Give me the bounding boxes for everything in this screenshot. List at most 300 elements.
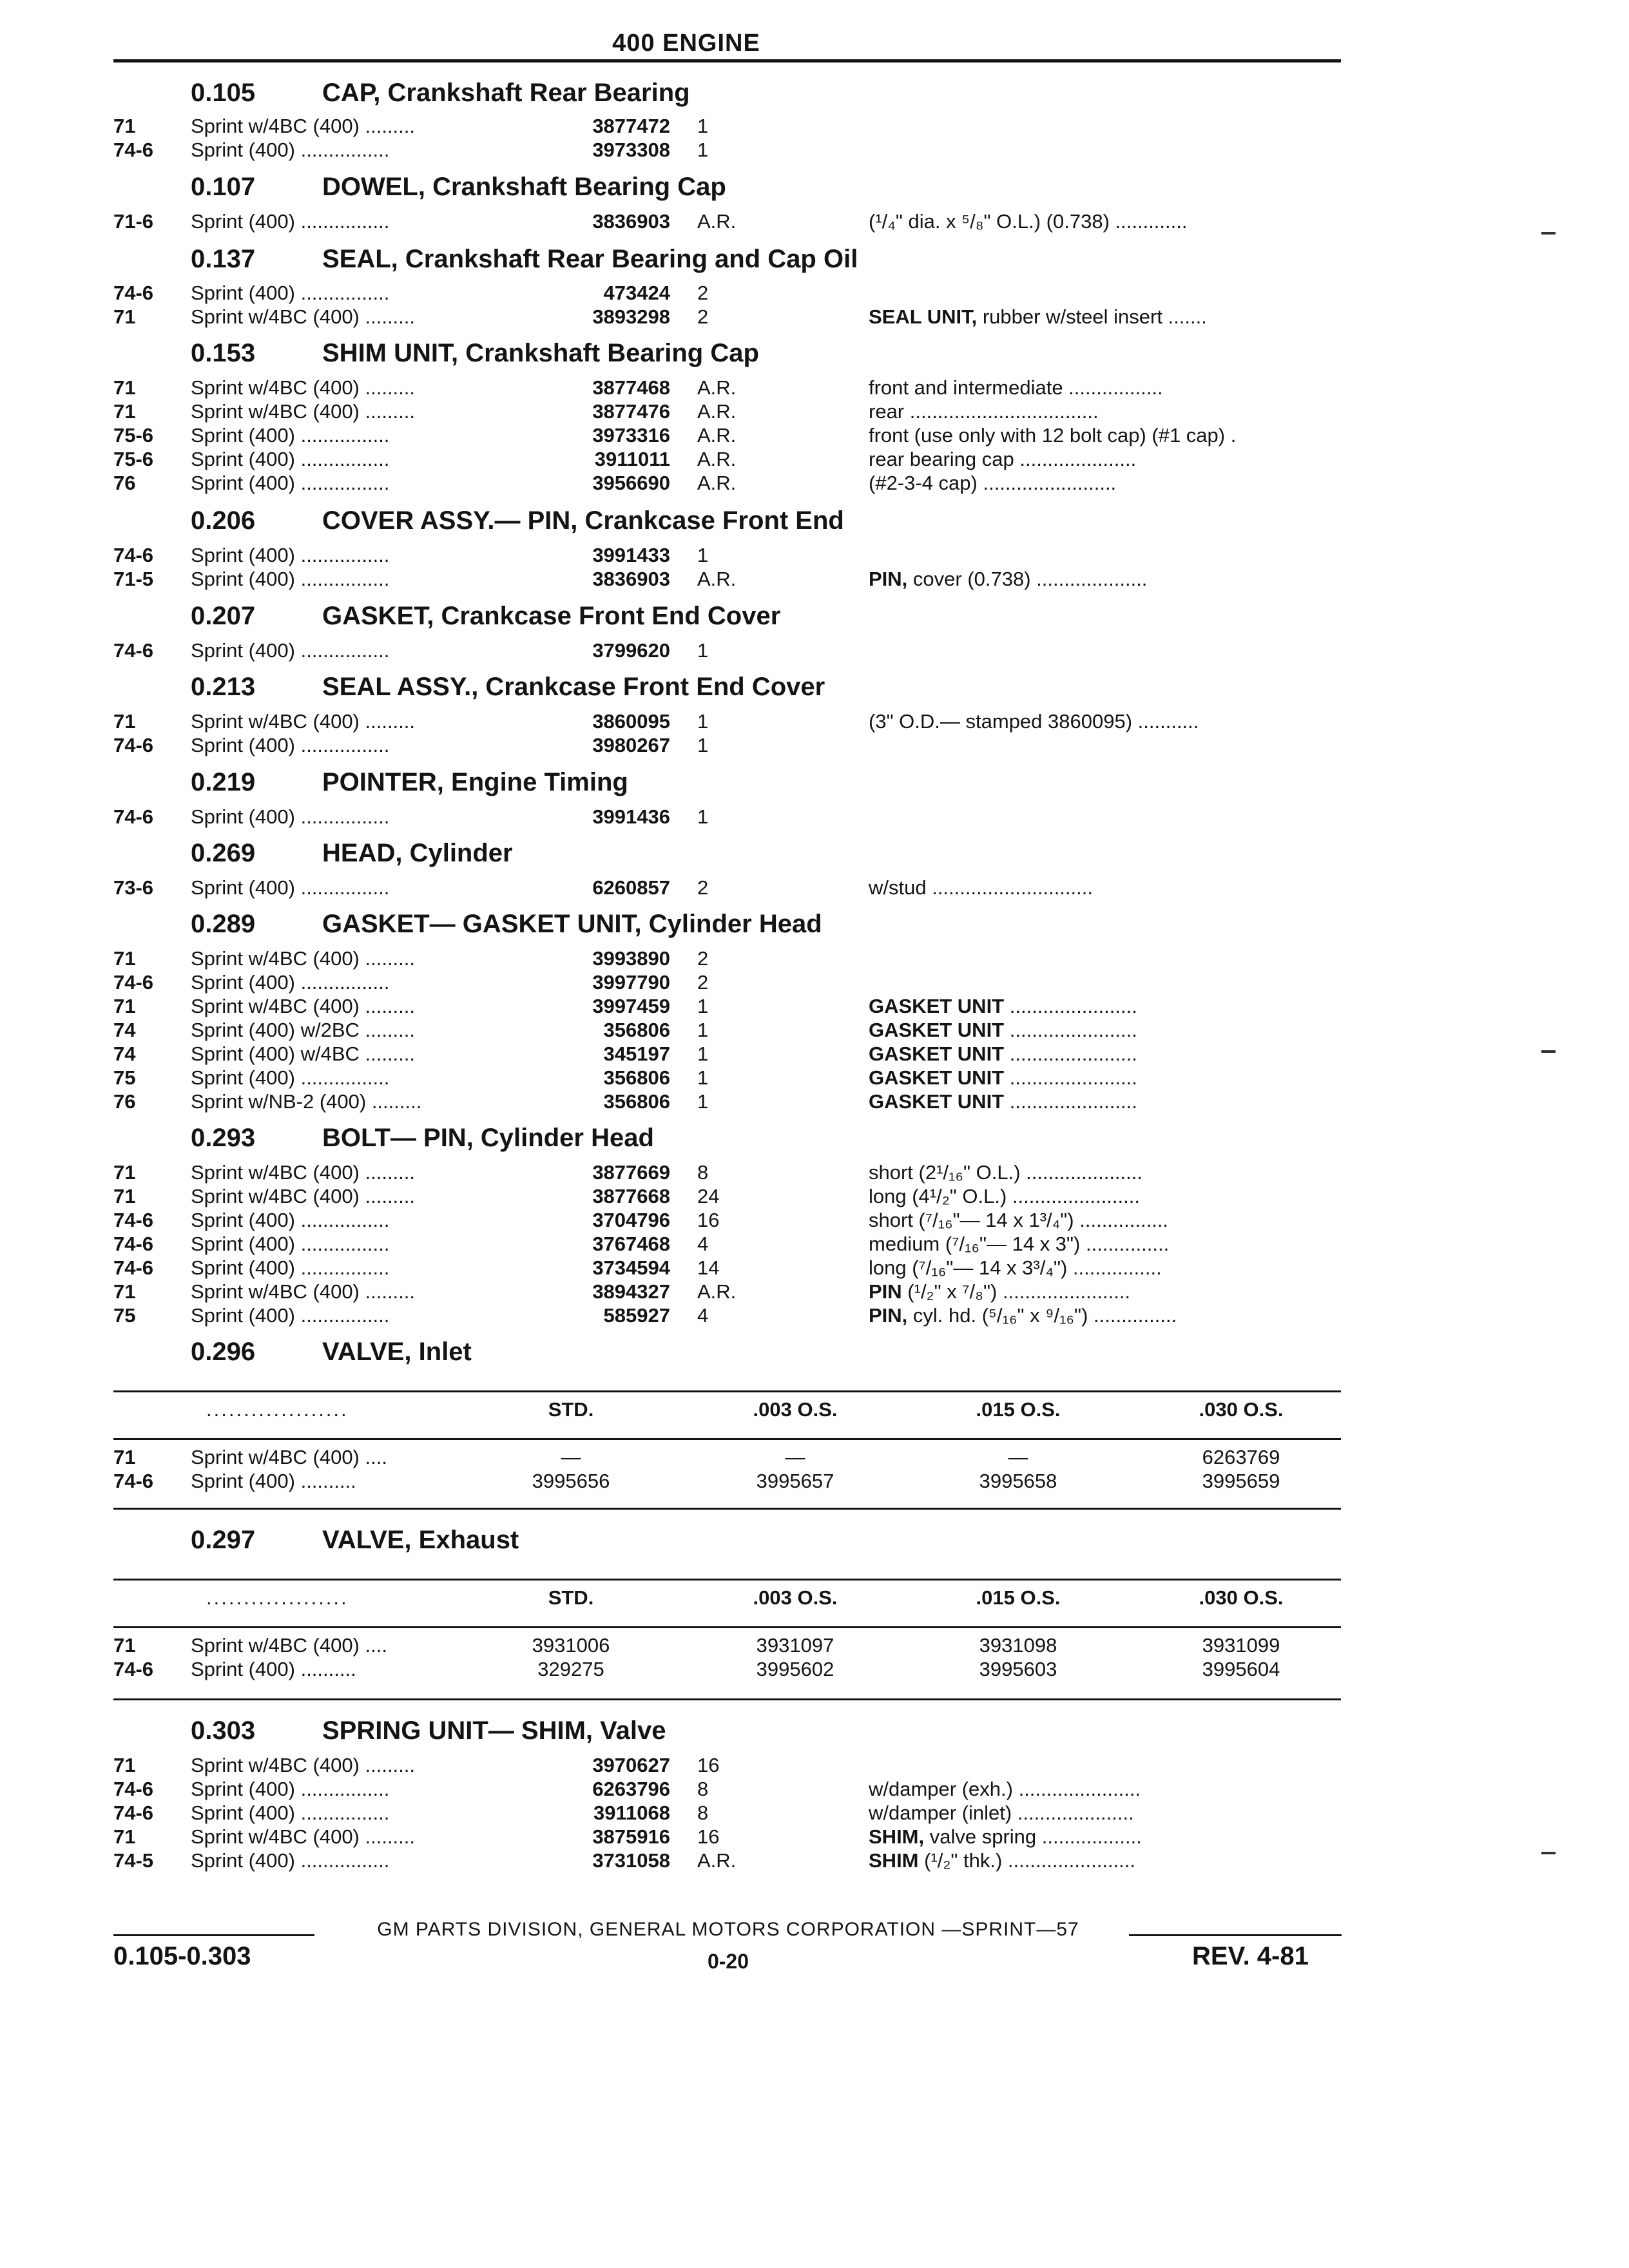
note-text: ....................... (1004, 1090, 1137, 1113)
note-keyword: GASKET UNIT (869, 995, 1005, 1017)
column-header: .030 O.S. (1199, 1398, 1284, 1421)
quantity: A.R. (697, 424, 737, 447)
application: Sprint w/4BC (400) ......... (191, 947, 416, 970)
note-keyword: GASKET UNIT (869, 1043, 1005, 1065)
note-text: (¹/₄" dia. x ⁵/₈" O.L.) (0.738) ............. (869, 210, 1188, 233)
part-row (0, 1019, 1629, 1043)
note (869, 1825, 1339, 1849)
note: rear .................................. (869, 400, 1099, 423)
section-title: VALVE, Inlet (322, 1338, 472, 1366)
note-text: cover (0.738) .................... (907, 568, 1148, 590)
part-number: 356806 (603, 1090, 670, 1113)
margin-mark (1541, 1852, 1556, 1854)
year: 76 (113, 472, 136, 494)
section-heading (191, 1124, 654, 1153)
footer-division: GM PARTS DIVISION, GENERAL MOTORS CORPORATION —SPRINT—57 (377, 1919, 1079, 1940)
section-heading (191, 768, 628, 797)
part-row (0, 710, 1629, 734)
section-number: 0.206 (191, 506, 256, 535)
part-number: 3973308 (592, 139, 670, 161)
note-keyword: SHIM, (869, 1825, 925, 1848)
application: Sprint (400) ................ (191, 805, 390, 828)
application: Sprint (400) ................ (191, 971, 390, 994)
year: 71 (113, 1634, 136, 1657)
application: Sprint (400) ................ (191, 282, 390, 304)
table-rule (113, 1438, 1341, 1440)
part-row (0, 115, 1629, 139)
year: 71 (113, 400, 136, 423)
cell: — (561, 1446, 581, 1468)
part-row (0, 805, 1629, 829)
quantity: 1 (697, 710, 709, 733)
section-title: SPRING UNIT— SHIM, Valve (322, 1716, 666, 1745)
quantity: 1 (697, 115, 709, 137)
note (869, 1304, 1339, 1327)
cell: 3931099 (1202, 1634, 1280, 1657)
header-leader: ................... (206, 1398, 349, 1421)
table-header (0, 1398, 1629, 1424)
year: 71 (113, 305, 136, 328)
year: 71 (113, 1161, 136, 1184)
year: 71 (113, 1446, 136, 1468)
header-rule (113, 59, 1341, 62)
note: long (4¹/₂" O.L.) ....................... (869, 1185, 1140, 1207)
application: Sprint w/4BC (400) ......... (191, 1161, 416, 1184)
note: (3" O.D.— stamped 3860095) ........... (869, 710, 1199, 733)
part-number: 3911011 (594, 448, 670, 470)
cell: 3995603 (979, 1658, 1057, 1680)
quantity: 16 (697, 1209, 720, 1231)
note: (#2-3-4 cap) ........................ (869, 472, 1117, 494)
table-row (0, 1446, 1629, 1470)
part-number: 3860095 (592, 710, 670, 733)
note: w/stud ............................. (869, 876, 1093, 899)
part-row (0, 1209, 1629, 1233)
quantity: 1 (697, 995, 709, 1017)
section-heading (191, 1716, 666, 1745)
note-text: ....................... (1004, 1019, 1137, 1041)
quantity: A.R. (697, 568, 737, 590)
year: 71 (113, 1185, 136, 1207)
application: Sprint (400) ................ (191, 876, 390, 899)
section-number: 0.207 (191, 602, 256, 630)
section-number: 0.213 (191, 673, 256, 701)
application: Sprint (400) ................ (191, 544, 390, 566)
quantity: A.R. (697, 400, 737, 423)
section-number: 0.269 (191, 839, 256, 867)
section-number: 0.107 (191, 173, 256, 201)
application: Sprint w/4BC (400) .... (191, 1446, 387, 1468)
year: 74 (113, 1019, 136, 1041)
note: short (⁷/₁₆"— 14 x 1³/₄") ................ (869, 1209, 1169, 1231)
part-row (0, 1849, 1629, 1873)
section-heading (191, 910, 822, 939)
section-number: 0.219 (191, 768, 256, 796)
year: 74-6 (113, 1209, 154, 1231)
year: 71 (113, 710, 136, 733)
part-row (0, 376, 1629, 400)
section-heading (191, 245, 858, 274)
note: w/damper (inlet) ..................... (869, 1802, 1134, 1824)
application: Sprint (400) ................ (191, 1802, 390, 1824)
note-keyword: GASKET UNIT (869, 1090, 1005, 1113)
part-row (0, 639, 1629, 663)
cell: — (785, 1446, 805, 1468)
cell: 3931097 (756, 1634, 834, 1657)
part-number: 3877668 (592, 1185, 670, 1207)
section-heading (191, 79, 690, 108)
year: 74-6 (113, 1233, 154, 1255)
part-number: 3734594 (592, 1256, 670, 1279)
part-row (0, 424, 1629, 448)
section-title: DOWEL, Crankshaft Bearing Cap (322, 173, 726, 201)
note-keyword: PIN (869, 1280, 902, 1303)
note: rear bearing cap ..................... (869, 448, 1137, 470)
note: front (use only with 12 bolt cap) (#1 cap) . (869, 424, 1237, 447)
part-row (0, 400, 1629, 424)
note-keyword: SHIM (869, 1849, 919, 1872)
part-row (0, 1304, 1629, 1328)
table-rule (113, 1626, 1341, 1628)
application: Sprint w/4BC (400) .... (191, 1634, 387, 1657)
year: 74-6 (113, 1470, 154, 1492)
part-number: 3997459 (592, 995, 670, 1017)
note-keyword: PIN, (869, 1304, 908, 1327)
application: Sprint (400) ................ (191, 1849, 390, 1872)
note: short (2¹/₁₆" O.L.) ..................... (869, 1161, 1142, 1184)
section-heading (191, 602, 780, 631)
part-row (0, 1825, 1629, 1849)
year: 73-6 (113, 876, 154, 899)
quantity: 1 (697, 1043, 709, 1065)
quantity: 1 (697, 734, 709, 756)
application: Sprint w/4BC (400) ......... (191, 1754, 416, 1776)
table-rule (113, 1698, 1341, 1700)
table-row (0, 1658, 1629, 1682)
application: Sprint w/4BC (400) ......... (191, 1185, 416, 1207)
section-number: 0.297 (191, 1526, 256, 1554)
quantity: A.R. (697, 210, 737, 233)
year: 71-6 (113, 210, 154, 233)
column-header: STD. (548, 1398, 594, 1421)
note (869, 305, 1339, 329)
quantity: A.R. (697, 1280, 737, 1303)
application: Sprint (400) .......... (191, 1470, 356, 1492)
note-text: ....................... (1004, 1043, 1137, 1065)
part-row (0, 544, 1629, 568)
cell: 3995659 (1202, 1470, 1280, 1492)
part-number: 3973316 (592, 424, 670, 447)
application: Sprint (400) ................ (191, 210, 390, 233)
part-row (0, 1090, 1629, 1114)
section-title: SEAL, Crankshaft Rear Bearing and Cap Oil (322, 245, 858, 273)
quantity: 8 (697, 1161, 709, 1184)
quantity: 4 (697, 1304, 709, 1327)
quantity: 14 (697, 1256, 720, 1279)
note-keyword: PIN, (869, 568, 908, 590)
cell: — (1008, 1446, 1028, 1468)
note-text: (¹/₂" x ⁷/₈") ....................... (901, 1280, 1131, 1303)
note (869, 1849, 1339, 1872)
part-number: 3877472 (592, 115, 670, 137)
section-heading (191, 839, 513, 868)
part-number: 585927 (603, 1304, 670, 1327)
application: Sprint (400) ................ (191, 139, 390, 161)
note-text: valve spring .................. (924, 1825, 1142, 1848)
application: Sprint (400) ................ (191, 734, 390, 756)
footer-page-number: 0-20 (707, 1950, 749, 1973)
note: medium (⁷/₁₆"— 14 x 3") ............... (869, 1233, 1170, 1255)
part-number: 6260857 (592, 876, 670, 899)
note-keyword: SEAL UNIT, (869, 305, 978, 328)
application: Sprint w/4BC (400) ......... (191, 115, 416, 137)
application: Sprint w/4BC (400) ......... (191, 995, 416, 1017)
part-row (0, 876, 1629, 900)
application: Sprint (400) w/2BC ......... (191, 1019, 416, 1041)
part-number: 3893298 (592, 305, 670, 328)
part-number: 3799620 (592, 639, 670, 662)
note (869, 995, 1339, 1018)
application: Sprint w/4BC (400) ......... (191, 305, 416, 328)
application: Sprint (400) w/4BC ......... (191, 1043, 416, 1065)
quantity: 1 (697, 805, 709, 828)
application: Sprint (400) ................ (191, 448, 390, 470)
part-number: 3836903 (592, 568, 670, 590)
cell: 3931006 (532, 1634, 610, 1657)
part-number: 473424 (603, 282, 670, 304)
section-heading (191, 339, 759, 368)
part-row (0, 282, 1629, 305)
part-row (0, 448, 1629, 472)
application: Sprint (400) ................ (191, 639, 390, 662)
section-number: 0.137 (191, 245, 256, 273)
part-number: 3731058 (592, 1849, 670, 1872)
note-text: cyl. hd. (⁵/₁₆" x ⁹/₁₆") ............... (907, 1304, 1177, 1327)
page-title: 400 ENGINE (612, 30, 760, 57)
part-number: 3836903 (592, 210, 670, 233)
part-number: 6263796 (592, 1778, 670, 1800)
cell: 3995658 (979, 1470, 1057, 1492)
quantity: 1 (697, 1019, 709, 1041)
part-row (0, 1043, 1629, 1066)
section-heading (191, 506, 844, 535)
year: 71 (113, 1280, 136, 1303)
quantity: 8 (697, 1802, 709, 1824)
application: Sprint (400) ................ (191, 1256, 390, 1279)
part-row (0, 305, 1629, 329)
year: 75 (113, 1304, 136, 1327)
part-number: 3997790 (592, 971, 670, 994)
section-title: COVER ASSY.— PIN, Crankcase Front End (322, 506, 844, 535)
part-row (0, 472, 1629, 495)
section-title: CAP, Crankshaft Rear Bearing (322, 79, 690, 107)
quantity: 1 (697, 139, 709, 161)
quantity: 2 (697, 971, 709, 994)
year: 74-6 (113, 1658, 154, 1680)
part-row (0, 1280, 1629, 1304)
application: Sprint (400) ................ (191, 1066, 390, 1089)
year: 75-6 (113, 424, 154, 447)
part-row (0, 734, 1629, 758)
application: Sprint (400) ................ (191, 1778, 390, 1800)
year: 71 (113, 1825, 136, 1848)
part-row (0, 1233, 1629, 1256)
quantity: A.R. (697, 1849, 737, 1872)
note-text: rubber w/steel insert ....... (977, 305, 1207, 328)
year: 74-6 (113, 639, 154, 662)
year: 71 (113, 115, 136, 137)
year: 75-6 (113, 448, 154, 470)
section-title: VALVE, Exhaust (322, 1526, 519, 1554)
year: 71 (113, 1754, 136, 1776)
part-number: 3991433 (592, 544, 670, 566)
application: Sprint w/4BC (400) ......... (191, 376, 416, 399)
application: Sprint (400) ................ (191, 568, 390, 590)
year: 74-6 (113, 1256, 154, 1279)
note: long (⁷/₁₆"— 14 x 3³/₄") ................ (869, 1256, 1162, 1279)
part-row (0, 1778, 1629, 1802)
year: 74-6 (113, 139, 154, 161)
note-text: ....................... (1004, 1066, 1137, 1089)
application: Sprint (400) ................ (191, 1233, 390, 1255)
part-row (0, 210, 1629, 234)
quantity: 16 (697, 1825, 720, 1848)
table-rule (113, 1390, 1341, 1392)
section-title: SEAL ASSY., Crankcase Front End Cover (322, 673, 825, 701)
section-number: 0.296 (191, 1338, 256, 1366)
column-header: .003 O.S. (753, 1586, 838, 1609)
column-header: STD. (548, 1586, 594, 1609)
application: Sprint w/4BC (400) ......... (191, 400, 416, 423)
section-heading (191, 173, 726, 202)
application: Sprint w/4BC (400) ......... (191, 710, 416, 733)
part-number: 345197 (603, 1043, 670, 1065)
column-header: .015 O.S. (976, 1586, 1061, 1609)
section-heading (191, 1526, 519, 1555)
part-number: 3877468 (592, 376, 670, 399)
footer-range: 0.105-0.303 (113, 1942, 251, 1970)
column-header: .015 O.S. (976, 1398, 1061, 1421)
section-number: 0.105 (191, 79, 256, 107)
part-number: 3877476 (592, 400, 670, 423)
note (869, 1043, 1339, 1066)
quantity: 2 (697, 305, 709, 328)
note-text: ....................... (1004, 995, 1137, 1017)
table-rule (113, 1508, 1341, 1510)
cell: 3995657 (756, 1470, 834, 1492)
year: 74-6 (113, 1778, 154, 1800)
section-number: 0.153 (191, 339, 256, 367)
cell: 3931098 (979, 1634, 1057, 1657)
application: Sprint (400) ................ (191, 424, 390, 447)
section-heading (191, 1338, 472, 1367)
year: 74 (113, 1043, 136, 1065)
year: 71 (113, 995, 136, 1017)
part-number: 3980267 (592, 734, 670, 756)
note-keyword: GASKET UNIT (869, 1019, 1005, 1041)
quantity: 2 (697, 876, 709, 899)
cell: 3995602 (756, 1658, 834, 1680)
note (869, 1019, 1339, 1042)
column-header: .003 O.S. (753, 1398, 838, 1421)
cell: 6263769 (1202, 1446, 1280, 1468)
part-number: 3956690 (592, 472, 670, 494)
section-number: 0.289 (191, 910, 256, 938)
quantity: 1 (697, 1066, 709, 1089)
table-header (0, 1586, 1629, 1612)
part-row (0, 139, 1629, 162)
year: 74-5 (113, 1849, 154, 1872)
note-text: (¹/₂" thk.) ....................... (918, 1849, 1136, 1872)
section-title: SHIM UNIT, Crankshaft Bearing Cap (322, 339, 759, 367)
section-title: BOLT— PIN, Cylinder Head (322, 1124, 654, 1152)
year: 74-6 (113, 805, 154, 828)
quantity: 1 (697, 544, 709, 566)
quantity: 4 (697, 1233, 709, 1255)
section-title: GASKET, Crankcase Front End Cover (322, 602, 781, 630)
note (869, 1090, 1339, 1113)
header-leader: ................... (206, 1586, 349, 1609)
part-number: 3877669 (592, 1161, 670, 1184)
section-heading (191, 673, 825, 702)
quantity: A.R. (697, 376, 737, 399)
note-keyword: GASKET UNIT (869, 1066, 1005, 1089)
part-row (0, 971, 1629, 995)
part-number: 3911068 (593, 1802, 670, 1824)
cell: 3995604 (1202, 1658, 1280, 1680)
column-header: .030 O.S. (1199, 1586, 1284, 1609)
part-number: 3993890 (592, 947, 670, 970)
quantity: A.R. (697, 472, 737, 494)
part-number: 3991436 (592, 805, 670, 828)
application: Sprint (400) .......... (191, 1658, 356, 1680)
year: 74-6 (113, 734, 154, 756)
note (869, 1280, 1339, 1303)
table-row (0, 1470, 1629, 1494)
part-number: 3894327 (592, 1280, 670, 1303)
application: Sprint w/NB-2 (400) ......... (191, 1090, 422, 1113)
note: w/damper (exh.) ...................... (869, 1778, 1141, 1800)
part-row (0, 1185, 1629, 1209)
year: 74-6 (113, 1802, 154, 1824)
year: 74-6 (113, 971, 154, 994)
section-title: POINTER, Engine Timing (322, 768, 628, 796)
section-number: 0.303 (191, 1716, 256, 1745)
table-row (0, 1634, 1629, 1658)
table-rule (113, 1579, 1341, 1581)
quantity: 2 (697, 947, 709, 970)
quantity: 16 (697, 1754, 720, 1776)
margin-mark (1541, 1050, 1556, 1053)
section-title: HEAD, Cylinder (322, 839, 513, 867)
quantity: 8 (697, 1778, 709, 1800)
part-row (0, 1161, 1629, 1185)
part-number: 3767468 (592, 1233, 670, 1255)
part-row (0, 1066, 1629, 1090)
application: Sprint w/4BC (400) ......... (191, 1280, 416, 1303)
application: Sprint (400) ................ (191, 472, 390, 494)
year: 71 (113, 376, 136, 399)
year: 71 (113, 947, 136, 970)
note (869, 1066, 1339, 1090)
year: 75 (113, 1066, 136, 1089)
quantity: A.R. (697, 448, 737, 470)
year: 71-5 (113, 568, 154, 590)
footer-revision: REV. 4-81 (1192, 1942, 1309, 1970)
part-row (0, 1256, 1629, 1280)
part-number: 3704796 (592, 1209, 670, 1231)
quantity: 1 (697, 639, 709, 662)
